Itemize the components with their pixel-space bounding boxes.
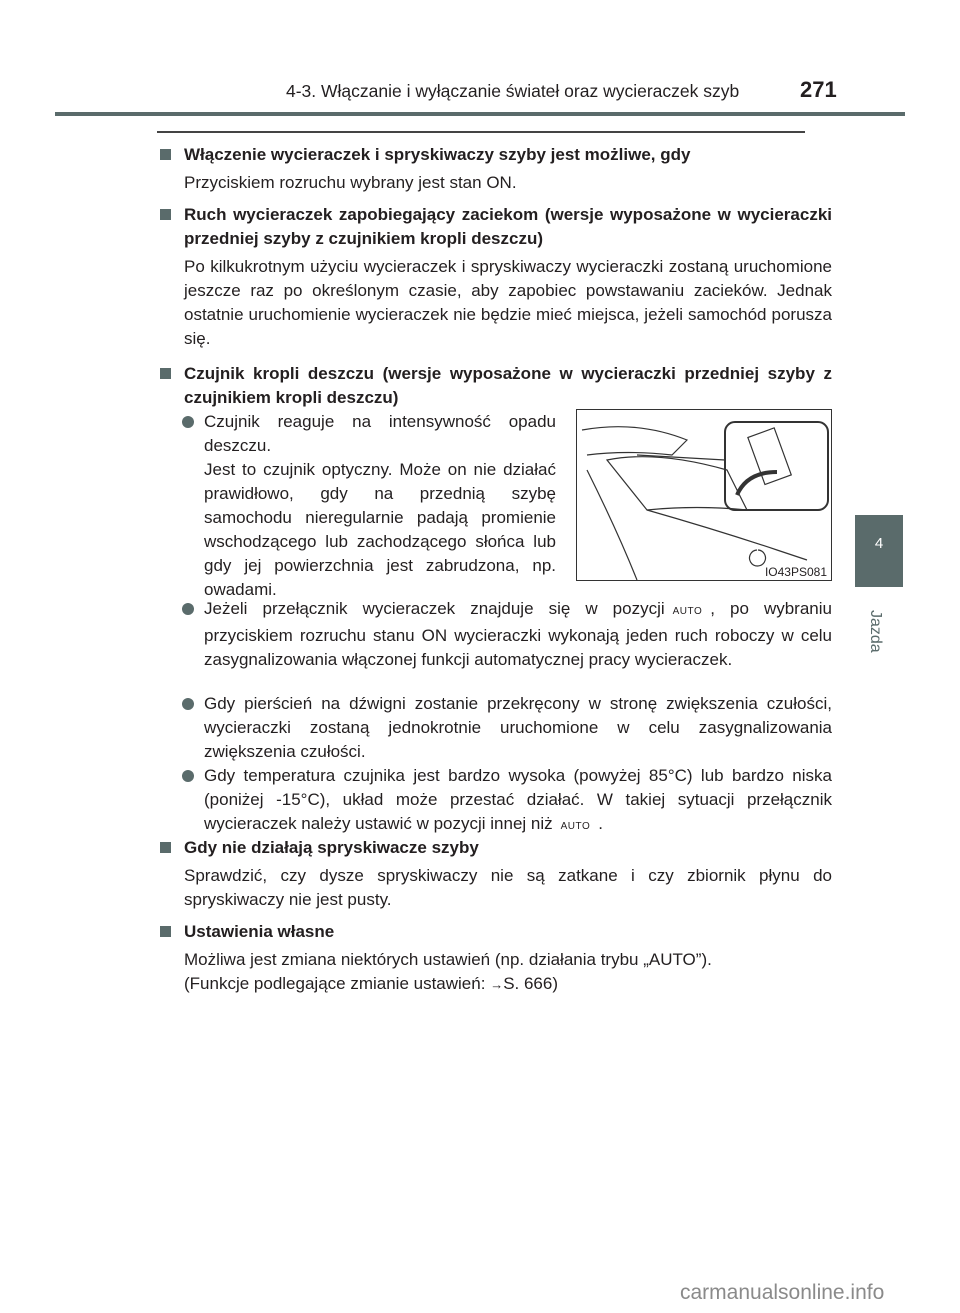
section-rule [157,131,805,133]
auto-symbol: AUTO [672,606,703,617]
page-number: 271 [800,77,837,102]
section-5: Ustawienia własne Możliwa jest zmiana niektórych ustawień (np. działania trybu „AUTO”). (Funkcje podlegające zmianie ustawień: →S. 666) [184,920,832,997]
square-bullet-icon [160,842,171,853]
section-2: Ruch wycieraczek zapobiegający zaciekom (wersje wyposażone w wycieraczki przedniej szyby z czujnikiem kropli deszczu) Po kilkukrotnym użyciu wycieraczek i spryskiwaczy wycieraczki zostaną uruchomione jeszcze raz po określonym czasie, aby zapobiec powstawaniu zacieków. Jednak ostatnie uruchomienie wycieraczek nie będzie mieć miejsca, jeżeli samochód porusza się. [184,203,832,351]
watermark: carmanualsonline.info [680,1281,885,1304]
circle-bullet-icon [182,416,194,428]
list-item: Gdy temperatura czujnika jest bardzo wysoka (powyżej 85°C) lub bardzo niska (poniżej -15°C), układ może przestać działać. W takiej sytuacji przełącznik wycieraczek należy ustawić w pozycji innej niż AUTO . [184,764,832,839]
chapter-label: Jazda [867,610,884,653]
square-bullet-icon [160,209,171,220]
arrow-icon: → [490,977,504,992]
section-1: Włączenie wycieraczek i spryskiwaczy szyby jest możliwe, gdy Przyciskiem rozruchu wybrany jest stan ON. [184,143,832,195]
section-4: Gdy nie działają spryskiwacze szyby Sprawdzić, czy dysze spryskiwaczy nie są zatkane i czy zbiornik płynu do spryskiwaczy nie jest pusty. [184,836,832,912]
circle-bullet-icon [182,770,194,782]
rain-sensor-figure [576,409,832,581]
square-bullet-icon [160,926,171,937]
car-windshield-illustration [577,410,831,580]
circle-bullet-icon [182,603,194,615]
section-header: 4-3. Włączanie i wyłączanie świateł oraz wycieraczek szyb [286,81,740,101]
square-bullet-icon [160,149,171,160]
square-bullet-icon [160,368,171,379]
chapter-tab[interactable]: 4 [855,515,903,587]
page-reference-link[interactable]: S. 666) [503,974,558,993]
section-3: Czujnik kropli deszczu (wersje wyposażone w wycieraczki przedniej szyby z czujnikiem kropli deszczu) [184,362,832,410]
auto-symbol: AUTO [560,821,591,832]
list-item: Jeżeli przełącznik wycieraczek znajduje się w pozycji AUTO , po wybraniu przyciskiem rozruchu stanu ON wycieraczki wykonają jeden ruch roboczy w celu zasygnalizowania włączonej funkcji automatycznej pracy wycieraczek. [184,597,832,672]
list-item: Czujnik reaguje na intensywność opadu deszczu. Jest to czujnik optyczny. Może on nie działać prawidłowo, gdy na przednią szybę samochodu nieregularnie padają promienie wschodzącego lub zachodzącego słońca lub gdy jej powierzchnia jest zabrudzona, np. owadami. [184,410,556,602]
header-rule [55,112,905,116]
list-item: Gdy pierścień na dźwigni zostanie przekręcony w stronę zwiększenia czułości, wycieraczki zostaną jednokrotnie uruchomione w celu zasygnalizowania zwiększenia czułości. [184,692,832,764]
figure-caption: IO43PS081 [764,565,827,579]
circle-bullet-icon [182,698,194,710]
